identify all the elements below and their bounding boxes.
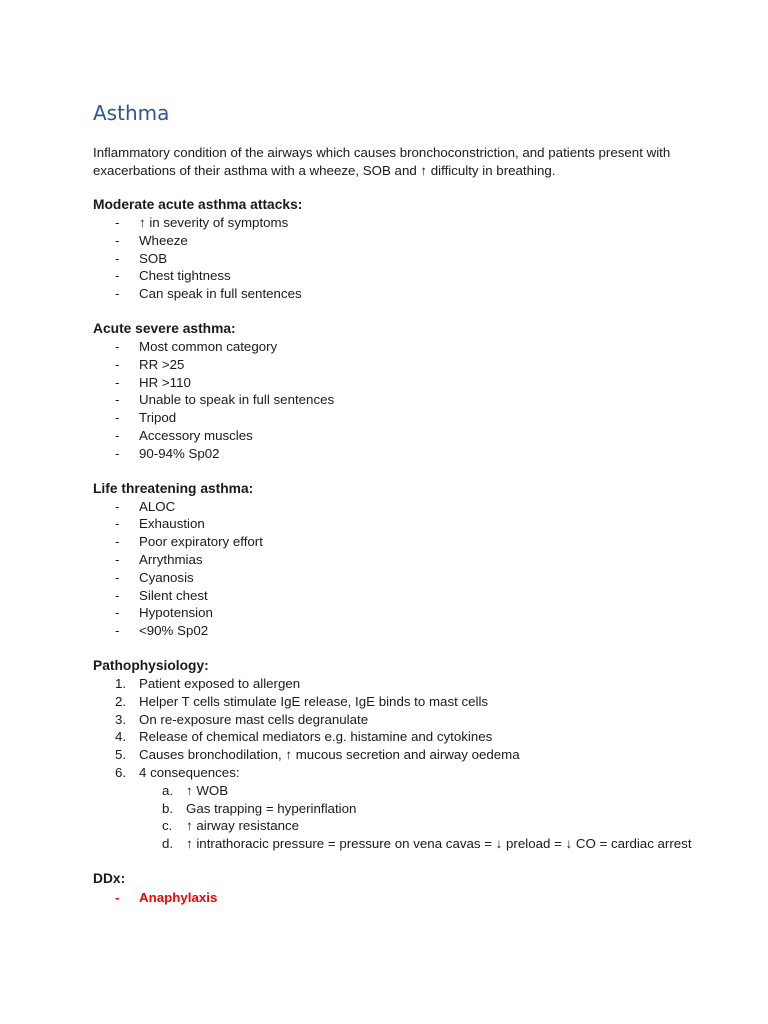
list-item-text: RR >25 bbox=[139, 356, 185, 372]
list-item-text: HR >110 bbox=[139, 374, 191, 390]
list-item bbox=[93, 533, 708, 551]
dash-marker: - bbox=[115, 516, 120, 532]
list-item bbox=[93, 764, 708, 782]
list-item-text: Most common category bbox=[139, 338, 278, 354]
lettered-sublist bbox=[93, 782, 708, 853]
section-heading: DDx: bbox=[93, 870, 126, 886]
sublist-item-text: ↑ WOB bbox=[186, 782, 229, 798]
intro-paragraph: Inflammatory condition of the airways which causes bronchoconstriction, and patients present with exacerbations of their asthma with a wheeze, SOB and ↑ difficulty in breathing. bbox=[93, 145, 671, 178]
list-item bbox=[93, 374, 708, 392]
dash-marker: - bbox=[115, 427, 120, 443]
dash-marker: - bbox=[115, 286, 120, 302]
list-item-text: 90-94% Sp02 bbox=[139, 445, 220, 461]
section-heading: Acute severe asthma: bbox=[93, 320, 236, 336]
dash-marker: - bbox=[115, 587, 120, 603]
number-marker: 2. bbox=[115, 693, 127, 709]
list-item-text: Anaphylaxis bbox=[139, 889, 218, 905]
bullet-list bbox=[93, 214, 708, 303]
dash-marker: - bbox=[115, 392, 120, 408]
list-item bbox=[93, 587, 708, 605]
list-item-text: Cyanosis bbox=[139, 569, 194, 585]
list-item bbox=[93, 267, 708, 285]
dash-marker: - bbox=[115, 605, 120, 621]
list-item-text: Release of chemical mediators e.g. histamine and cytokines bbox=[139, 729, 493, 745]
list-item-text: Arrythmias bbox=[139, 551, 203, 567]
list-item bbox=[93, 746, 708, 764]
list-item-text: Hypotension bbox=[139, 605, 213, 621]
number-marker: 3. bbox=[115, 711, 127, 727]
dash-marker: - bbox=[115, 623, 120, 639]
dash-marker: - bbox=[115, 215, 120, 230]
section-acute-severe bbox=[93, 320, 708, 463]
list-item bbox=[93, 693, 708, 711]
section-heading: Life threatening asthma: bbox=[93, 480, 254, 496]
list-item-text: Tripod bbox=[139, 410, 177, 426]
list-item bbox=[93, 445, 708, 463]
page-title: Asthma bbox=[93, 101, 170, 125]
dash-marker: - bbox=[115, 889, 120, 905]
list-item-text: SOB bbox=[139, 250, 168, 266]
list-item-text: On re-exposure mast cells degranulate bbox=[139, 711, 369, 727]
list-item-text: Exhaustion bbox=[139, 516, 205, 532]
dash-marker: - bbox=[115, 445, 120, 461]
dash-marker: - bbox=[115, 232, 120, 248]
dash-marker: - bbox=[115, 268, 120, 284]
list-item bbox=[93, 498, 708, 516]
section-heading: Pathophysiology: bbox=[93, 657, 209, 673]
list-item bbox=[93, 356, 708, 374]
list-item bbox=[93, 391, 708, 409]
list-item-text: Poor expiratory effort bbox=[139, 534, 263, 550]
dash-marker: - bbox=[115, 410, 120, 426]
list-item-text: Patient exposed to allergen bbox=[139, 675, 301, 691]
section-moderate bbox=[93, 196, 708, 303]
list-item bbox=[93, 569, 708, 587]
list-item bbox=[93, 551, 708, 569]
sublist-item bbox=[93, 817, 708, 835]
list-item-text: <90% Sp02 bbox=[139, 623, 209, 639]
dash-marker: - bbox=[115, 374, 120, 390]
list-item-text: Unable to speak in full sentences bbox=[139, 392, 335, 408]
list-item-text: ALOC bbox=[139, 498, 176, 514]
list-item bbox=[93, 622, 708, 640]
sublist-item bbox=[93, 800, 708, 818]
list-item-text: Chest tightness bbox=[139, 268, 231, 284]
bullet-list bbox=[93, 338, 708, 463]
section-life-threatening bbox=[93, 480, 708, 640]
number-marker: 4. bbox=[115, 729, 127, 745]
list-item bbox=[93, 728, 708, 746]
dash-marker: - bbox=[115, 250, 120, 266]
bullet-list bbox=[93, 498, 708, 640]
number-marker: 6. bbox=[115, 764, 127, 780]
dash-marker: - bbox=[115, 534, 120, 550]
list-item bbox=[93, 889, 708, 907]
numbered-list bbox=[93, 675, 708, 782]
list-item-text: Accessory muscles bbox=[139, 427, 253, 443]
letter-marker: c. bbox=[162, 818, 173, 834]
list-item bbox=[93, 409, 708, 427]
section-ddx bbox=[93, 870, 708, 907]
sublist-item bbox=[93, 782, 708, 800]
sublist-item-text: Gas trapping = hyperinflation bbox=[186, 800, 357, 816]
list-item bbox=[93, 214, 708, 232]
dash-marker: - bbox=[115, 569, 120, 585]
section-pathophysiology bbox=[93, 657, 708, 853]
letter-marker: b. bbox=[162, 800, 174, 816]
list-item bbox=[93, 250, 708, 268]
list-item bbox=[93, 232, 708, 250]
list-item-text: Wheeze bbox=[139, 232, 188, 248]
list-item bbox=[93, 675, 708, 693]
list-item-text: Silent chest bbox=[139, 587, 208, 603]
section-heading: Moderate acute asthma attacks: bbox=[93, 197, 303, 212]
list-item bbox=[93, 285, 708, 303]
list-item-text: Helper T cells stimulate IgE release, IgE binds to mast cells bbox=[139, 693, 489, 709]
letter-marker: a. bbox=[162, 782, 174, 798]
sublist-item bbox=[93, 835, 708, 853]
list-item-text: ↑ in severity of symptoms bbox=[139, 215, 289, 230]
dash-marker: - bbox=[115, 498, 120, 514]
bullet-list bbox=[93, 889, 708, 907]
list-item bbox=[93, 711, 708, 729]
sublist-item-text: ↑ airway resistance bbox=[186, 818, 300, 834]
dash-marker: - bbox=[115, 551, 120, 567]
list-item-text: 4 consequences: bbox=[139, 764, 240, 780]
list-item bbox=[93, 427, 708, 445]
sublist-item-text: ↑ intrathoracic pressure = pressure on vena cavas = ↓ preload = ↓ CO = cardiac arrest bbox=[186, 836, 692, 852]
list-item bbox=[93, 515, 708, 533]
letter-marker: d. bbox=[162, 836, 174, 852]
list-item bbox=[93, 338, 708, 356]
list-item bbox=[93, 604, 708, 622]
dash-marker: - bbox=[115, 356, 120, 372]
list-item-text: Can speak in full sentences bbox=[139, 286, 302, 302]
list-item-text: Causes bronchodilation, ↑ mucous secretion and airway oedema bbox=[139, 747, 520, 763]
dash-marker: - bbox=[115, 338, 120, 354]
number-marker: 1. bbox=[115, 675, 127, 691]
number-marker: 5. bbox=[115, 747, 127, 763]
